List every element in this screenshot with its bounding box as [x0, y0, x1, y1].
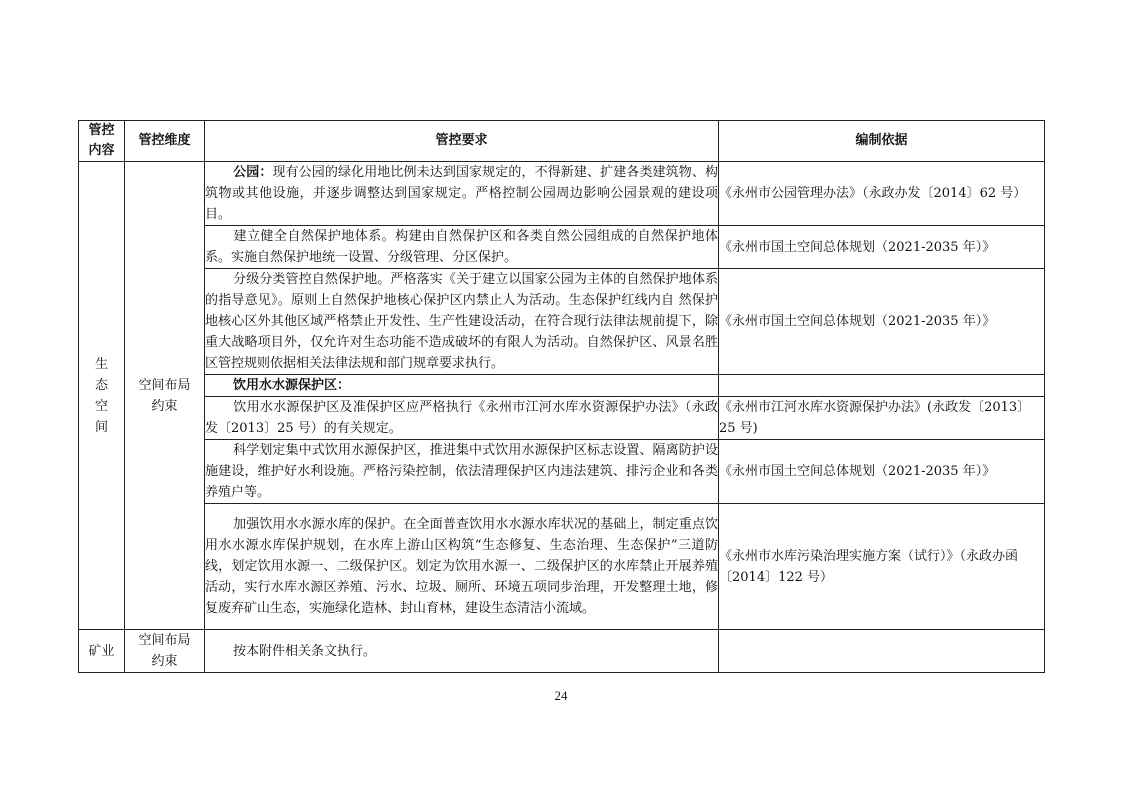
basis-cell	[719, 375, 1045, 397]
regulation-table	[78, 120, 1045, 673]
basis-cell: 《永州市江河水库水资源保护办法》(永政发〔2013〕25 号)	[719, 397, 1045, 440]
requirement-heading: 公园：	[233, 165, 273, 180]
basis-cell: 《永州市国土空间总体规划（2021-2035 年）》	[719, 269, 1045, 375]
header-content: 管控内容	[79, 121, 125, 162]
dimension-label: 空间布局约束	[138, 633, 191, 669]
table-row	[79, 162, 1045, 226]
table-row	[79, 630, 1045, 673]
requirement-cell	[205, 397, 719, 440]
page-number: 24	[554, 688, 568, 703]
table-row	[79, 375, 1045, 397]
table-row	[79, 269, 1045, 375]
requirement-cell	[205, 269, 719, 375]
requirement-text: 饮用水水源保护区及准保护区应严格执行《永州市江河水库水资源保护办法》（永政发〔2013〕25 号）的有关规定。	[205, 400, 718, 436]
basis-cell: 《永州市水库污染治理实施方案（试行）》（永政办函〔2014〕122 号）	[719, 504, 1045, 630]
requirement-text: 建立健全自然保护地体系。构建由自然保护区和各类自然公园组成的自然保护地体系。实施自然保护地统一设置、分级管理、分区保护。	[205, 229, 718, 265]
requirement-cell	[205, 630, 719, 673]
table-row	[79, 226, 1045, 269]
requirement-text: 现有公园的绿化用地比例未达到国家规定的，不得新建、扩建各类建筑物、构筑物或其他设施，并逐步调整达到国家规定。严格控制公园周边影响公园景观的建设项目。	[205, 165, 718, 222]
basis-cell: 《永州市公园管理办法》（永政办发〔2014〕62 号）	[719, 162, 1045, 226]
requirement-cell	[205, 440, 719, 504]
category-cell: 矿业	[79, 630, 125, 673]
category-cell	[79, 162, 125, 630]
table-header-row	[79, 121, 1045, 162]
requirement-text: 加强饮用水水源水库的保护。在全面普查饮用水水源水库状况的基础上，制定重点饮用水水源水库保护规划，在水库上游山区构筑“生态修复、生态治理、生态保护”三道防线，划定饮用水源一、二级保护区。划定为饮用水源一、二级保护区的水库禁止开展养殖活动，实行水库水源区养殖、污水、垃圾、厕所、环境五项同步治理，开发整理土地，修复废弃矿山生态，实施绿化造林、封山育林，建设生态清洁小流域。	[205, 517, 718, 616]
header-requirement: 管控要求	[205, 121, 719, 162]
basis-cell	[719, 630, 1045, 673]
requirement-cell	[205, 162, 719, 226]
table-row	[79, 504, 1045, 630]
basis-cell: 《永州市国土空间总体规划（2021-2035 年）》	[719, 226, 1045, 269]
requirement-cell	[205, 504, 719, 630]
requirement-cell	[205, 226, 719, 269]
header-dimension: 管控维度	[125, 121, 205, 162]
requirement-text: 分级分类管控自然保护地。严格落实《关于建立以国家公园为主体的自然保护地体系的指导意见》。原则上自然保护地核心保护区内禁止人为活动。生态保护红线内自 然保护地核心区外其他区域严格禁止开发性、生产性建设活动，在符合现行法律法规前提下，除重大战略项目外，仅允许对生态功能不造成破坏的有限人为活动。自然保护区、风景名胜区管控规则依据相关法律法规和部门规章要求执行。	[205, 272, 718, 371]
requirement-cell	[205, 375, 719, 397]
header-basis: 编制依据	[719, 121, 1045, 162]
table-row	[79, 397, 1045, 440]
dimension-label: 空间布局约束	[138, 377, 191, 414]
requirement-text: 按本附件相关条文执行。	[233, 643, 377, 659]
dimension-cell	[125, 162, 205, 630]
requirement-text: 科学划定集中式饮用水源保护区，推进集中式饮用水源保护区标志设置、隔离防护设施建设，维护好水利设施。严格污染控制，依法清理保护区内违法建筑、排污企业和各类养殖户等。	[205, 443, 718, 500]
category-label: 生态空间	[94, 356, 108, 435]
basis-cell: 《永州市国土空间总体规划（2021-2035 年）》	[719, 440, 1045, 504]
dimension-cell	[125, 630, 205, 673]
table-row	[79, 440, 1045, 504]
requirement-heading: 饮用水水源保护区：	[233, 378, 351, 393]
